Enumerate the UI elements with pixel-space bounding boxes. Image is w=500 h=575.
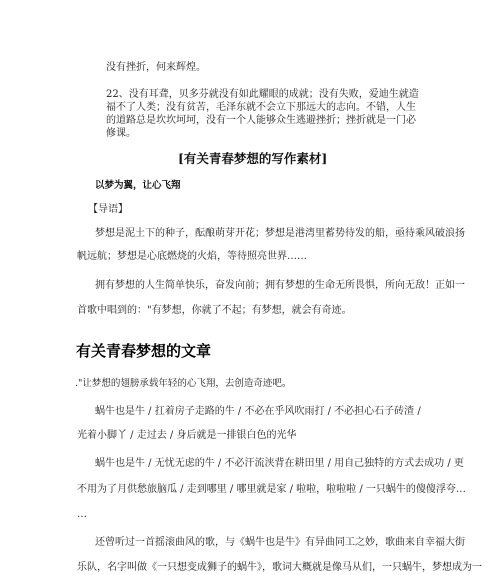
quote-line: ."让梦想的翅膀承载年轻的心飞翔，去创造奇迹吧。 [75,378,292,389]
guide-label: 【导语】 [88,204,128,215]
lyrics-line: 蜗牛也是牛 / 扛着房子走路的牛 / 不必在乎风吹雨打 / 不必担心石子砖渣 / [95,406,421,417]
lyrics-line: 光着小脚丫 / 走过去 / 身后就是一排银白色的光华 [77,430,297,441]
section-title: 有关青春梦想的文章 [76,342,212,360]
text-line: 没有挫折，何来辉煌。 [106,62,206,73]
paragraph-22-line: 的道路总是坎坎坷坷，没有一个人能够众生逃避挫折；挫折就是一门必 [106,115,416,126]
lyrics-line: … [77,509,87,520]
dream-paragraph-line: 首歌中唱到的："有梦想，你就了不起；有梦想，就会有奇迹。 [77,305,352,316]
lyrics-line: 不用为了月供愁旅脑瓜 / 走到哪里 / 哪里就是家 / 啦啦，啦啦啦 / 一只蜗牛的傻傻浮夸… [77,484,466,495]
material-heading: [有关青春梦想的写作素材] [178,151,328,166]
lyrics-line: 蜗牛也是牛 / 无忧无虑的牛 / 不必汗流浃背在耕田里 / 用自己独特的方式去成功 / 更 [95,458,464,469]
paragraph-22-line: 修课。 [106,128,136,139]
paragraph-22-line: 福不了人类；没有贫苦，毛泽东就不会立下那远大的志向。不错，人生 [106,102,416,113]
guide-paragraph-line: 梦想是泥土下的种子，酝酿萌芽开花；梦想是港湾里蓄势待发的船，亟待乘风破浪扬 [95,228,465,239]
dream-paragraph-line: 拥有梦想的人生简单快乐，奋发向前；拥有梦想的生命无所畏惧，所向无敌！正如一 [95,280,465,291]
guide-paragraph-line: 帆远航；梦想是心底燃烧的火焰，等待照亮世界…… [77,251,307,262]
bold-subtitle: 以梦为翼，让心飞翔 [95,180,181,191]
paragraph-line: 还曾听过一首摇滚曲风的歌，与《蜗牛也是牛》有异曲同工之妙，歌曲来自幸福大街 [95,537,465,548]
paragraph-22-line: 22、没有耳聋，贝多芬就没有如此耀眼的成就；没有失败，爱迪生就造 [106,89,419,100]
paragraph-line: 乐队，名字叫做《一只想变成狮子的蜗牛》，歌词大概就是像马从们，一只蜗牛，梦想成为一 [77,562,482,573]
